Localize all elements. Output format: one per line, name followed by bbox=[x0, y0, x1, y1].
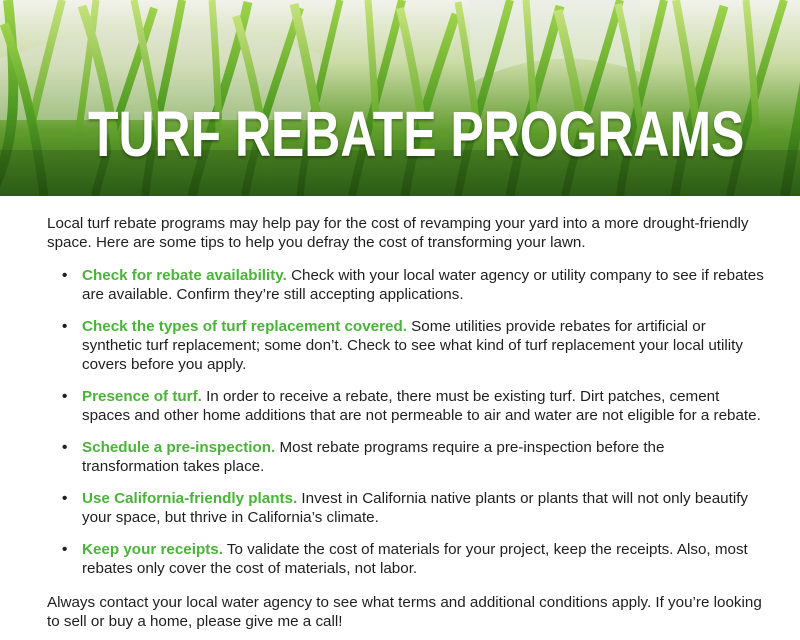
tip-title: Check the types of turf replacement covered. bbox=[82, 318, 407, 335]
bullet-icon: • bbox=[62, 318, 68, 335]
bullet-icon: • bbox=[62, 388, 68, 405]
bullet-icon: • bbox=[62, 439, 68, 456]
page-title: TURF REBATE PROGRAMS bbox=[88, 98, 745, 170]
bullet-icon: • bbox=[62, 267, 68, 284]
bullet-icon: • bbox=[62, 541, 68, 558]
tip-text: To validate the cost of materials for your project, keep the receipts. Also, most rebates only cover the cost of materials, not labor. bbox=[82, 541, 748, 577]
tip-item-turf-types bbox=[47, 317, 765, 374]
tip-item-presence-of-turf bbox=[47, 387, 765, 425]
tip-title: Keep your receipts. bbox=[82, 541, 223, 558]
intro-paragraph: Local turf rebate programs may help pay for the cost of revamping your yard into a more drought-friendly space. Here are some tips to help you defray the cost of transforming your lawn. bbox=[47, 215, 749, 251]
tip-title: Presence of turf. bbox=[82, 388, 202, 405]
tip-item-receipts bbox=[47, 540, 765, 578]
tip-title: Check for rebate availability. bbox=[82, 267, 287, 284]
tip-text: In order to receive a rebate, there must be existing turf. Dirt patches, cement spaces and other home additions that are not permeable to air and water are not eligible for a rebate. bbox=[82, 388, 761, 424]
tip-item-rebate-availability bbox=[47, 266, 765, 304]
tip-text: Invest in California native plants or plants that will not only beautify your space, but thrive in California’s climate. bbox=[82, 490, 749, 526]
closing-paragraph: Always contact your local water agency to see what terms and additional conditions apply. If you’re looking to sell or buy a home, please give me a call! bbox=[47, 594, 762, 630]
tip-title: Schedule a pre-inspection. bbox=[82, 439, 276, 456]
tip-item-pre-inspection bbox=[47, 438, 765, 476]
bullet-icon: • bbox=[62, 490, 68, 507]
flyer-content bbox=[47, 214, 765, 631]
tip-text: Some utilities provide rebates for artificial or synthetic turf replacement; some don’t. Check to see what kind of turf replacement your local utility covers before you apply. bbox=[82, 318, 743, 373]
tip-title: Use California-friendly plants. bbox=[82, 490, 298, 507]
tip-text: Check with your local water agency or utility company to see if rebates are available. Confirm they’re still accepting applications. bbox=[82, 267, 764, 303]
tip-item-california-plants bbox=[47, 489, 765, 527]
grass-banner bbox=[0, 0, 800, 196]
tip-text: Most rebate programs require a pre-inspection before the transformation takes place. bbox=[82, 439, 665, 475]
tips-list bbox=[47, 266, 765, 578]
